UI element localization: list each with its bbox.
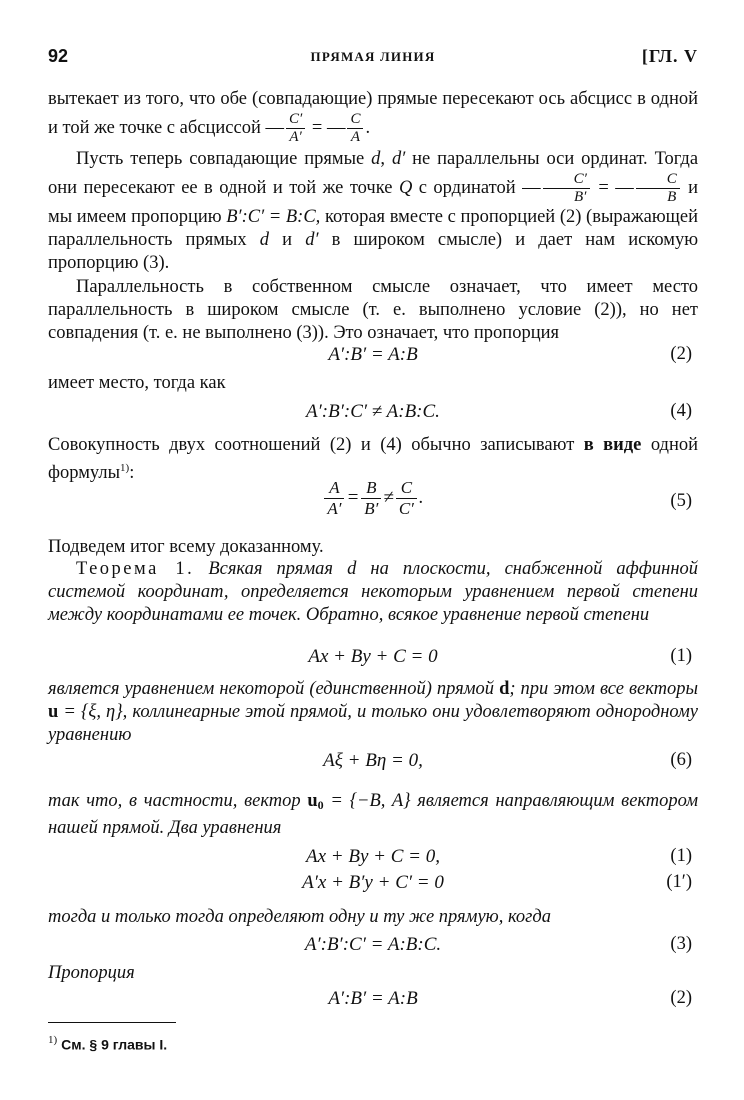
paragraph-5: Совокупность двух соотношений (2) и (4) обычно записывают в виде одной формулы$^{1)}$: [48, 435, 698, 484]
fraction: $\frac{C}{C'}$ [396, 478, 417, 519]
equation-4 [48, 397, 698, 427]
fraction: $\frac{C'}{B'}$ [543, 171, 590, 206]
equation-number: (1′) [666, 872, 692, 892]
equation-formula: A′:B′:C′ ≠ A:B:C. [306, 401, 440, 422]
equation-formula: A′:B′ = A:B [328, 344, 418, 365]
paragraph-6: Подведем итог всему доказанному. [48, 537, 324, 557]
theorem-1: Теорема 1. Всякая прямая d на плоскости, снабженной аффинной системой координат, определяется некоторым уравнением первой степени между координатами ее точек. Обратно, всякое уравнение первой степени [48, 559, 698, 625]
page-number: 92 [48, 46, 69, 66]
equation-number: (5) [670, 491, 692, 511]
equation-formula: $\frac{A}{A'}$ = $\frac{B}{B'}$ ≠ $\frac{C}{C'}$ . [48, 478, 698, 519]
running-title: ПРЯМАЯ ЛИНИЯ [310, 49, 436, 64]
footnote-divider [48, 1022, 176, 1023]
equation-2 [48, 340, 698, 370]
paragraph-4: имеет место, тогда как [48, 373, 226, 393]
fraction: $\frac{C}{B}$ [636, 171, 680, 206]
paragraph-9: тогда и только тогда определяют одну и ту же прямую, когда [48, 907, 551, 927]
chapter-reference: [ГЛ. V [641, 46, 698, 66]
equation-number: (1) [670, 846, 692, 866]
paragraph-3: Параллельность в собственном смысле означает, что имеет место параллельность в широком смысле (т. е. выполнено условие (2)), но нет совпадения (т. е. не выполнено (3)). Это означает, что пропорция [48, 277, 698, 343]
equation-number: (4) [670, 401, 692, 421]
paragraph-8: так что, в частности, вектор $u_0 = \{-B$, A} является направляющим вектором нашей прямой. Два уравнения [48, 791, 699, 838]
fraction: $\frac{C'}{A'}$ [286, 111, 305, 146]
equation-number: (3) [670, 934, 692, 954]
equation-formula: Ax + By + C = 0 [308, 646, 438, 667]
equation-3 [48, 930, 698, 960]
footnote [48, 1034, 167, 1054]
equation-formula: A′:B′ = A:B [328, 988, 418, 1009]
footnote-mark: 1) [48, 1034, 58, 1046]
equation-2-repeat [48, 984, 698, 1014]
equation-formula: A′x + B′y + C′ = 0 [302, 872, 444, 893]
footnote-text: См. § 9 главы I. [61, 1036, 168, 1053]
equation-formula: Ax + By + C = 0, [306, 846, 440, 867]
equation-number: (2) [670, 344, 692, 364]
equation-number: (6) [670, 750, 692, 770]
paragraph-1: вытекает из того, что обе (совпадающие) прямые пересекают ось абсцисс в одной и той же точке с абсциссой — $\frac{C'}{A'}$ = — $\frac{C}{A}$ . [48, 89, 698, 145]
equation-formula: Aξ + Bη = 0, [323, 750, 423, 771]
equation-5 [48, 478, 698, 524]
paragraph-7: является уравнением некоторой (единственной) прямой d; при этом все векторы u = {ξ, η}, коллинеарные этой прямой, и только они удовлетворяют однородному уравнению [48, 679, 699, 745]
fraction: $\frac{B}{B'}$ [361, 478, 381, 519]
paragraph-2: Пусть теперь совпадающие прямые d, d′ не параллельны оси ординат. Тогда они пересекают ее в одной и той же точке Q с ординатой — $\frac{C'}{B'}$ = — $\frac{C}{B}$ и мы имеем пропорцию B′:C′ = B:C, которая вместе с пропорцией (2) (выражающей параллельность прямых d и d′ в широком смысле) и дает нам искомую пропорцию (3). [48, 149, 699, 273]
equation-6 [48, 746, 698, 776]
footnote-mark: 1) [120, 462, 130, 474]
theorem-label: Теорема 1. [76, 559, 195, 579]
equation-1-prime [48, 868, 698, 898]
fraction: $\frac{A}{A'}$ [324, 478, 344, 519]
paragraph-10: Пропорция [48, 963, 135, 983]
fraction: $\frac{C}{A}$ [347, 111, 363, 146]
equation-number: (1) [670, 646, 692, 666]
page-header [48, 46, 698, 74]
equation-formula: A′:B′:C′ = A:B:C. [304, 934, 442, 955]
equation-1 [48, 642, 698, 672]
equation-number: (2) [670, 988, 692, 1008]
